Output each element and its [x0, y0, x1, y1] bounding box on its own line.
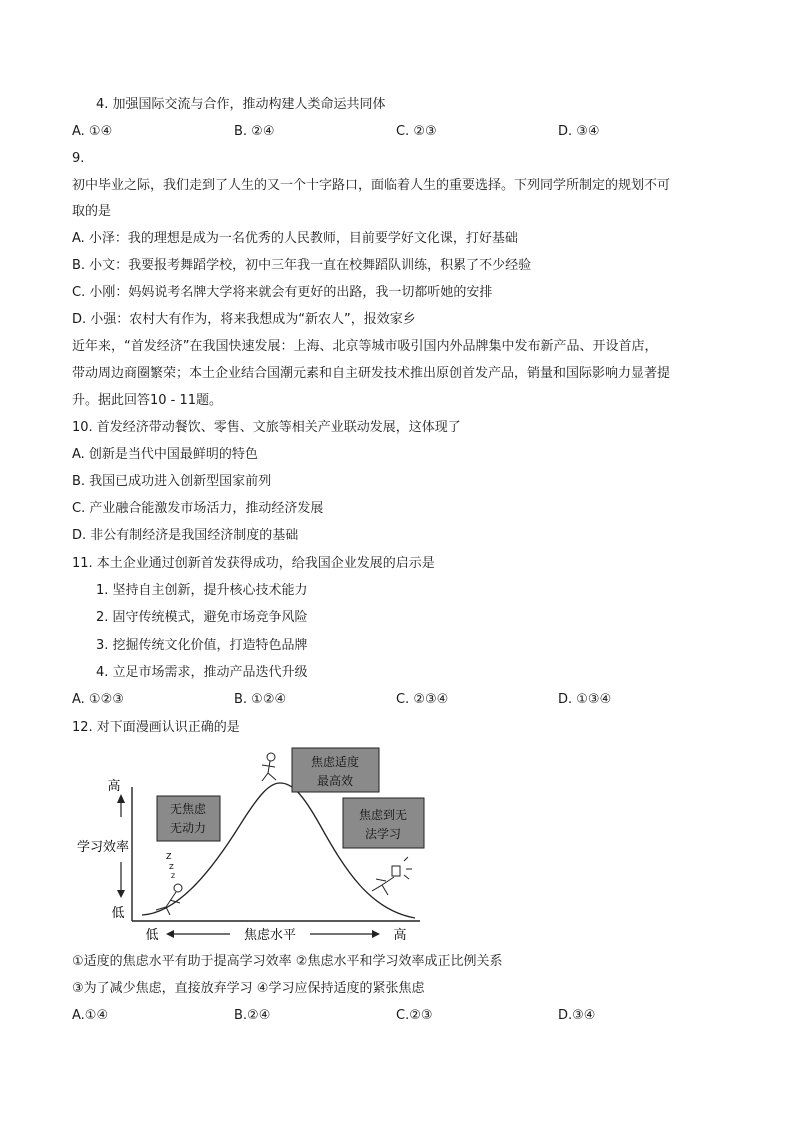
q12-statements-line1: ①适度的焦虑水平有助于提高学习效率 ②焦虑水平和学习效率成正比例关系: [72, 954, 503, 969]
q11-item-2: 2. 固守传统模式，避免市场竞争风险: [96, 610, 308, 625]
running-student-icon: [267, 753, 275, 761]
box-high-line2: 法学习: [364, 827, 402, 841]
zzz-1: Z: [166, 852, 172, 861]
q11-item-3: 3. 挖掘传统文化价值，打造特色品牌: [96, 638, 308, 653]
q10-option-c: C. 产业融合能激发市场活力，推动经济发展: [72, 501, 324, 516]
q8-item-4: 4. 加强国际交流与合作，推动构建人类命运共同体: [96, 97, 386, 112]
q11-option-c: C. ②③④: [396, 692, 449, 707]
q12-option-d: D.③④: [558, 1008, 596, 1023]
q12-stem: 12. 对下面漫画认识正确的是: [72, 720, 240, 735]
q10-option-a: A. 创新是当代中国最鲜明的特色: [72, 447, 258, 462]
box-moderate-line2: 最高效: [316, 774, 354, 788]
anxiety-cartoon: [70, 745, 430, 945]
y-axis-low: 低: [111, 906, 125, 921]
q9-stem-line1: 初中毕业之际，我们走到了人生的又一个十字路口，面临着人生的重要选择。下列同学所制定的规划不可: [72, 178, 671, 193]
q9-number: 9.: [72, 151, 85, 166]
y-arrow-up-head: [117, 794, 125, 803]
box-no-anxiety-line2: 无动力: [169, 821, 207, 835]
q8-option-c: C. ②③: [396, 124, 437, 139]
q12-option-a: A.①④: [72, 1008, 109, 1023]
passage-line2: 带动周边商圈繁荣；本土企业结合国潮元素和自主研发技术推出原创首发产品，销量和国际影响力显著提: [72, 366, 671, 381]
q11-option-a: A. ①②③: [72, 692, 124, 707]
q10-option-d: D. 非公有制经济是我国经济制度的基础: [72, 528, 299, 543]
zzz-3: Z: [171, 873, 176, 880]
sleeping-student-icon: [174, 884, 182, 892]
q11-option-d: D. ①③④: [558, 692, 612, 707]
passage-line1: 近年来，“首发经济”在我国快速发展：上海、北京等城市吸引国内外品牌集中发布新产品、开设首店，: [72, 339, 658, 354]
q12-statements-line2: ③为了减少焦虑，直接放弃学习 ④学习应保持适度的紧张焦虑: [72, 981, 425, 996]
x-axis-label: 焦虑水平: [243, 928, 297, 943]
q11-item-1: 1. 坚持自主创新，提升核心技术能力: [96, 583, 308, 598]
box-high-line1: 焦虑到无: [358, 808, 408, 822]
q8-option-a: A. ①④: [72, 124, 113, 139]
q9-option-b: B. 小文：我要报考舞蹈学校，初中三年我一直在校舞蹈队训练，积累了不少经验: [72, 258, 532, 273]
x-arrow-left-head: [166, 930, 174, 938]
q12-option-b: B.②④: [234, 1008, 271, 1023]
q11-stem: 11. 本土企业通过创新首发获得成功，给我国企业发展的启示是: [72, 556, 435, 571]
x-axis-low: 低: [145, 928, 159, 943]
q9-stem-line2: 取的是: [72, 204, 112, 219]
q10-option-b: B. 我国已成功进入创新型国家前列: [72, 474, 272, 489]
q12-option-c: C.②③: [396, 1008, 433, 1023]
q9-option-c: C. 小刚：妈妈说考名牌大学将来就会有更好的出路，我一切都听她的安排: [72, 285, 493, 300]
box-no-anxiety-line1: 无焦虑: [169, 802, 207, 816]
box-moderate-line1: 焦虑适度: [310, 755, 360, 769]
q8-option-d: D. ③④: [558, 124, 600, 139]
q8-option-b: B. ②④: [234, 124, 275, 139]
y-axis-high: 高: [107, 779, 121, 794]
y-arrow-down-head: [117, 890, 125, 898]
overwhelmed-student-icon: [392, 866, 400, 876]
q9-option-a: A. 小泽：我的理想是成为一名优秀的人民教师，目前要学好文化课，打好基础: [72, 231, 518, 246]
x-arrow-right-head: [372, 930, 380, 938]
q11-option-b: B. ①②④: [234, 692, 287, 707]
q9-option-d: D. 小强：农村大有作为，将来我想成为“新农人”，报效家乡: [72, 312, 416, 327]
x-axis-high: 高: [393, 928, 407, 943]
y-axis-label: 学习效率: [76, 840, 130, 855]
q11-item-4: 4. 立足市场需求，推动产品迭代升级: [96, 665, 308, 680]
q10-stem: 10. 首发经济带动餐饮、零售、文旅等相关产业联动发展，这体现了: [72, 420, 461, 435]
zzz-2: Z: [169, 863, 174, 871]
passage-line3: 升。据此回答10 - 11题。: [72, 393, 223, 408]
